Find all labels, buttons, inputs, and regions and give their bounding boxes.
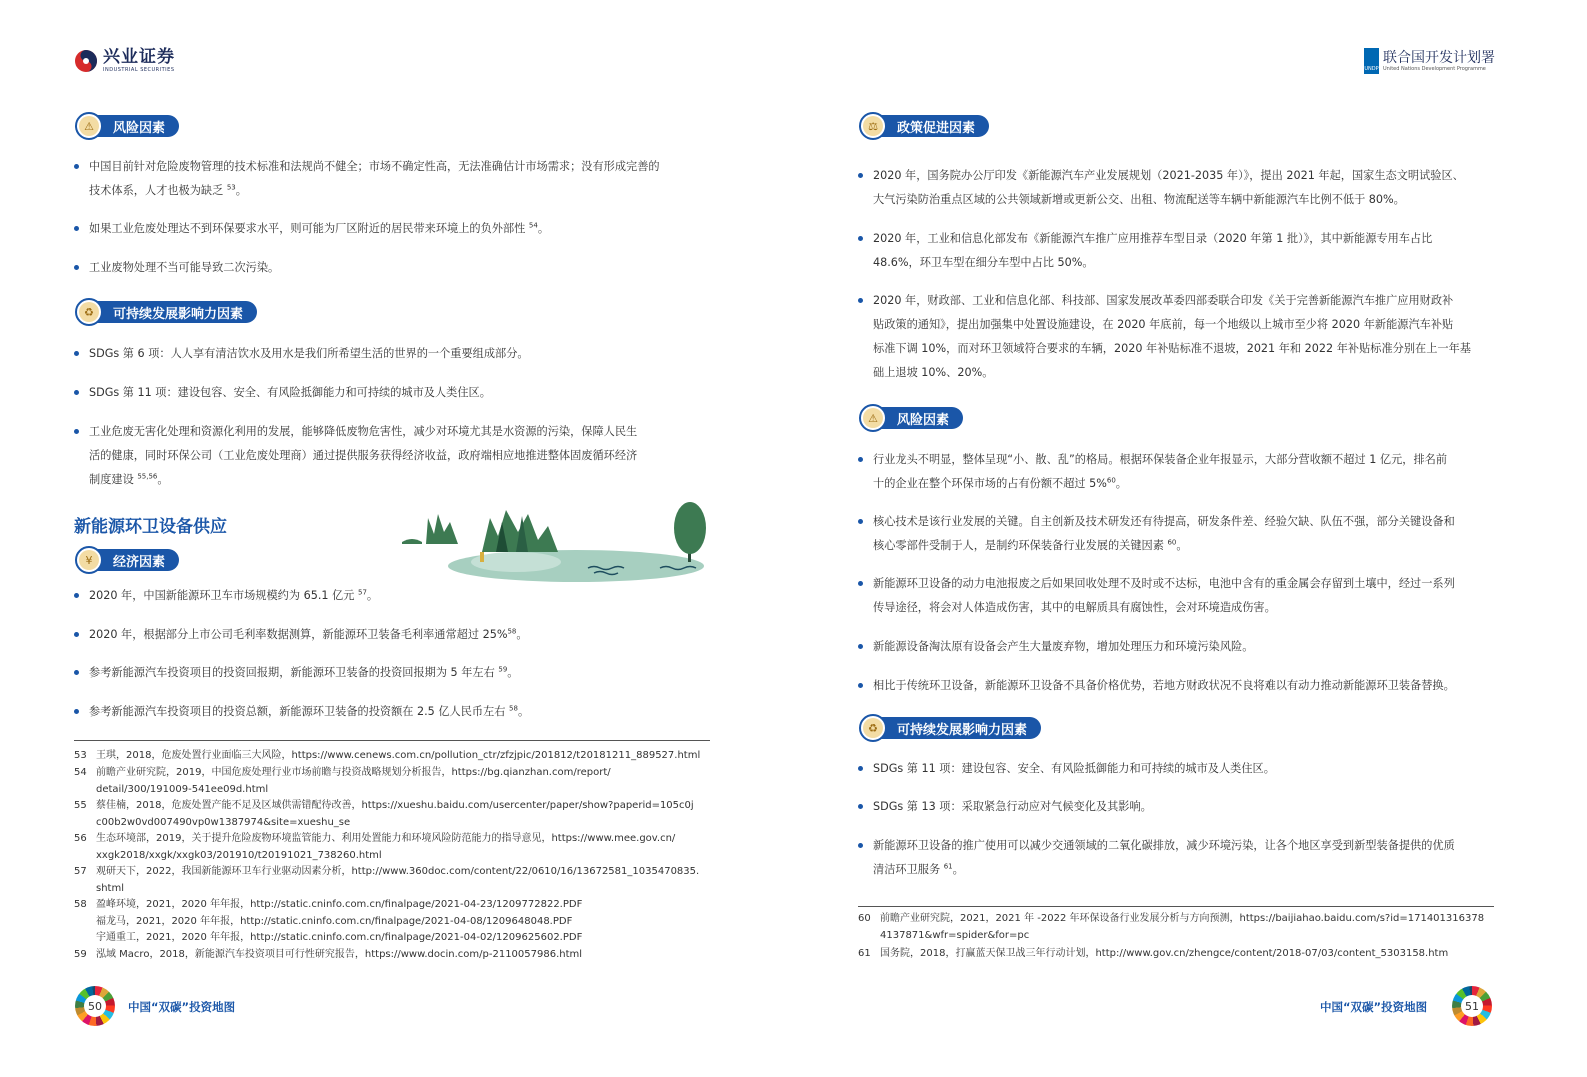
footnote: 59 泓域 Macro，2018，新能源汽车投资项目可行性研究报告，https://www.docin.com/p-2110057986.html <box>74 949 583 960</box>
list-item: SDGs 第 13 项：采取紧急行动应对气候变化及其影响。 <box>873 795 1503 819</box>
footnote: 53 王琪，2018，危废处置行业面临三大风险，https://www.cenews.com.cn/pollution_ctr/zfzjpic/201812/t20181211_889527.html <box>74 750 701 761</box>
sdg-wheel-icon <box>1452 986 1492 1026</box>
right-page <box>794 0 1587 1077</box>
sdg-factors-tag <box>859 716 1041 740</box>
list-item: 行业龙头不明显，整体呈现“小、散、乱”的格局。根据环保装备企业年报显示，大部分营收额不超过 1 亿元，排名前 十的企业在整个环保市场的占有份额不超过 5%$^{60}$。 <box>873 448 1503 496</box>
list-item: 2020 年，根据部分上市公司毛利率数据测算，新能源环卫装备毛利率通常超过 25%$^{58}$。 <box>89 623 719 647</box>
undp-name-en: United Nations Development Programme <box>1383 65 1486 72</box>
risk-factors-label: 风险因素 <box>95 115 179 137</box>
list-item: 2020 年，工业和信息化部发布《新能源汽车推广应用推荐车型目录（2020 年第 1 批）》，其中新能源专用车占比 48.6%，环卫车型在细分车型中占比 50%。 <box>873 227 1503 275</box>
list-item: 新能源设备淘汰原有设备会产生大量废弃物，增加处理压力和环境污染风险。 <box>873 635 1503 659</box>
sdg-factors-label: 可持续发展影响力因素 <box>95 301 257 323</box>
risk-factors-tag <box>75 114 179 138</box>
list-item: 核心技术是该行业发展的关键。自主创新及技术研发还有待提高，研发条件差、经验欠缺、队伍不强，部分关键设备和 核心零部件受制于人，是制约环保装备行业发展的关键因素 $^{60}$。 <box>873 510 1503 558</box>
page-number: 51 <box>1461 995 1483 1017</box>
footnote: 56 生态环境部，2019，关于提升危险废物环境监管能力、利用处置能力和环境风险防范能力的指导意见，https://www.mee.gov.cn/ xxgk2018/xxgk/xxgk03/201910/t20191021_738260.html <box>74 833 676 861</box>
footnote-divider <box>74 740 710 741</box>
list-item: 如果工业危废处理达不到环保要求水平，则可能为厂区附近的居民带来环境上的负外部性 $^{54}$。 <box>89 217 719 241</box>
list-item: 中国目前针对危险废物管理的技术标准和法规尚不健全；市场不确定性高，无法准确估计市场需求；没有形成完善的 技术体系，人才也极为缺乏 $^{53}$。 <box>89 155 719 203</box>
sdg-factors-label: 可持续发展影响力因素 <box>879 717 1041 739</box>
list-item: 参考新能源汽车投资项目的投资总额，新能源环卫装备的投资额在 2.5 亿人民币左右 $^{58}$。 <box>89 700 719 724</box>
industrial-securities-brand <box>74 49 175 73</box>
policy-factors-label: 政策促进因素 <box>879 115 989 137</box>
list-item: SDGs 第 11 项：建设包容、安全、有风险抵御能力和可持续的城市及人类住区。 <box>89 381 719 405</box>
economic-factors-tag <box>75 548 179 572</box>
risk-factors-tag <box>859 406 963 430</box>
section-title: 新能源环卫设备供应 <box>74 517 227 537</box>
risk-factors-label: 风险因素 <box>879 407 963 429</box>
list-item: 新能源环卫设备的推广使用可以减少交通领域的二氧化碳排放，减少环境污染，让各个地区享受到新型装备提供的优质 清洁环卫服务 $^{61}$。 <box>873 834 1503 882</box>
footnote: 58 盈峰环境，2021，2020 年年报，http://static.cninfo.com.cn/finalpage/2021-04-23/1209772822.PDF 福龙马，2021，2020 年年报，http://static.cninfo.com.cn/finalpage/2021-04-08/1209648048.PDF 宇通重工，2021，2020 年年报，http://static.cninfo.com.cn/finalpage/2021-04-02/1209625602.PDF <box>74 899 583 943</box>
brand-name-en: INDUSTRIAL SECURITIES <box>103 67 175 73</box>
list-item: 2020 年，国务院办公厅印发《新能源汽车产业发展规划（2021-2035 年）》，提出 2021 年起，国家生态文明试验区、 大气污染防治重点区域的公共领域新增或更新公交、出租、物流配送等车辆中新能源汽车比例不低于 80%。 <box>873 164 1503 212</box>
sustainability-icon: ♻ <box>75 298 103 326</box>
list-item: 2020 年，财政部、工业和信息化部、科技部、国家发展改革委四部委联合印发《关于完善新能源汽车推广应用财政补 贴政策的通知》，提出加强集中处置设施建设，在 2020 年底前，每一个地级以上城市至少将 2020 年新能源汽车补贴 标准下调 10%，而对环卫领域符合要求的车辆，2020 年补贴标准不退坡，2021 年和 2022 年补贴标准分别在上一年基 础上退坡 10%、20%。 <box>873 289 1503 385</box>
scales-icon: ⚖ <box>859 112 887 140</box>
list-item: 相比于传统环卫设备，新能源环卫设备不具备价格优势，若地方财政状况不良将难以有动力推动新能源环卫装备替换。 <box>873 674 1503 698</box>
footnote: 54 前瞻产业研究院，2019，中国危废处理行业市场前瞻与投资战略规划分析报告，https://bg.qianzhan.com/report/ detail/300/191009-541ee09d.html <box>74 767 611 795</box>
economic-factors-label: 经济因素 <box>95 549 179 571</box>
policy-factors-tag <box>859 114 989 138</box>
footnote: 55 蔡佳楠，2018，危废处置产能不足及区域供需错配待改善，https://xueshu.baidu.com/usercenter/paper/show?paperid=105c0j c00b2w0vd007490vp0w1387974&site=xueshu_se <box>74 800 694 828</box>
undp-brand <box>1364 48 1495 74</box>
list-item: 新能源环卫设备的动力电池报废之后如果回收处理不及时或不达标，电池中含有的重金属会存留到土壤中，经过一系列 传导途径，将会对人体造成伤害，其中的电解质具有腐蚀性，会对环境造成伤害。 <box>873 572 1503 620</box>
industrial-securities-logo-icon <box>74 49 98 73</box>
sdg-factors-tag <box>75 300 257 324</box>
undp-logo-icon: UNDP <box>1364 48 1379 74</box>
sdg-wheel-icon <box>75 986 115 1026</box>
footnote-divider <box>858 906 1494 907</box>
footnote: 61 国务院，2018，打赢蓝天保卫战三年行动计划，http://www.gov.cn/zhengce/content/2018-07/03/content_5303158.htm <box>858 948 1449 959</box>
sustainability-icon: ♻ <box>859 714 887 742</box>
footer-title: 中国“双碳”投资地图 <box>1320 1000 1428 1014</box>
undp-name-cn: 联合国开发计划署 <box>1383 49 1495 66</box>
footer-title: 中国“双碳”投资地图 <box>128 1000 236 1014</box>
list-item: SDGs 第 6 项：人人享有清洁饮水及用水是我们所希望生活的世界的一个重要组成部分。 <box>89 342 719 366</box>
left-page <box>0 0 793 1077</box>
landscape-illustration <box>398 496 713 588</box>
list-item: SDGs 第 11 项：建设包容、安全、有风险抵御能力和可持续的城市及人类住区。 <box>873 757 1503 781</box>
list-item: 参考新能源汽车投资项目的投资回报期，新能源环卫装备的投资回报期为 5 年左右 $^{59}$。 <box>89 661 719 685</box>
warning-icon: ⚠ <box>75 112 103 140</box>
warning-icon: ⚠ <box>859 404 887 432</box>
footnote: 57 观研天下，2022，我国新能源环卫车行业驱动因素分析，http://www.360doc.com/content/22/0610/16/13672581_1035470835. shtml <box>74 866 700 894</box>
coins-icon: ¥ <box>75 546 103 574</box>
footnote: 60 前瞻产业研究院，2021，2021 年 -2022 年环保设备行业发展分析与方向预测，https://baijiahao.baidu.com/s?id=171401316378 4137871&wfr=spider&for=pc <box>858 913 1485 941</box>
brand-name-cn: 兴业证券 <box>103 47 175 67</box>
list-item: 工业危废无害化处理和资源化利用的发展，能够降低废物危害性，减少对环境尤其是水资源的污染，保障人民生 活的健康，同时环保公司（工业危废处理商）通过提供服务获得经济收益，政府端相应地推进整体固废循环经济 制度建设 $^{55,56}$。 <box>89 420 719 492</box>
list-item: 工业废物处理不当可能导致二次污染。 <box>89 256 719 280</box>
list-item: 2020 年，中国新能源环卫车市场规模约为 65.1 亿元 $^{57}$。 <box>89 584 719 608</box>
page-number: 50 <box>84 995 106 1017</box>
